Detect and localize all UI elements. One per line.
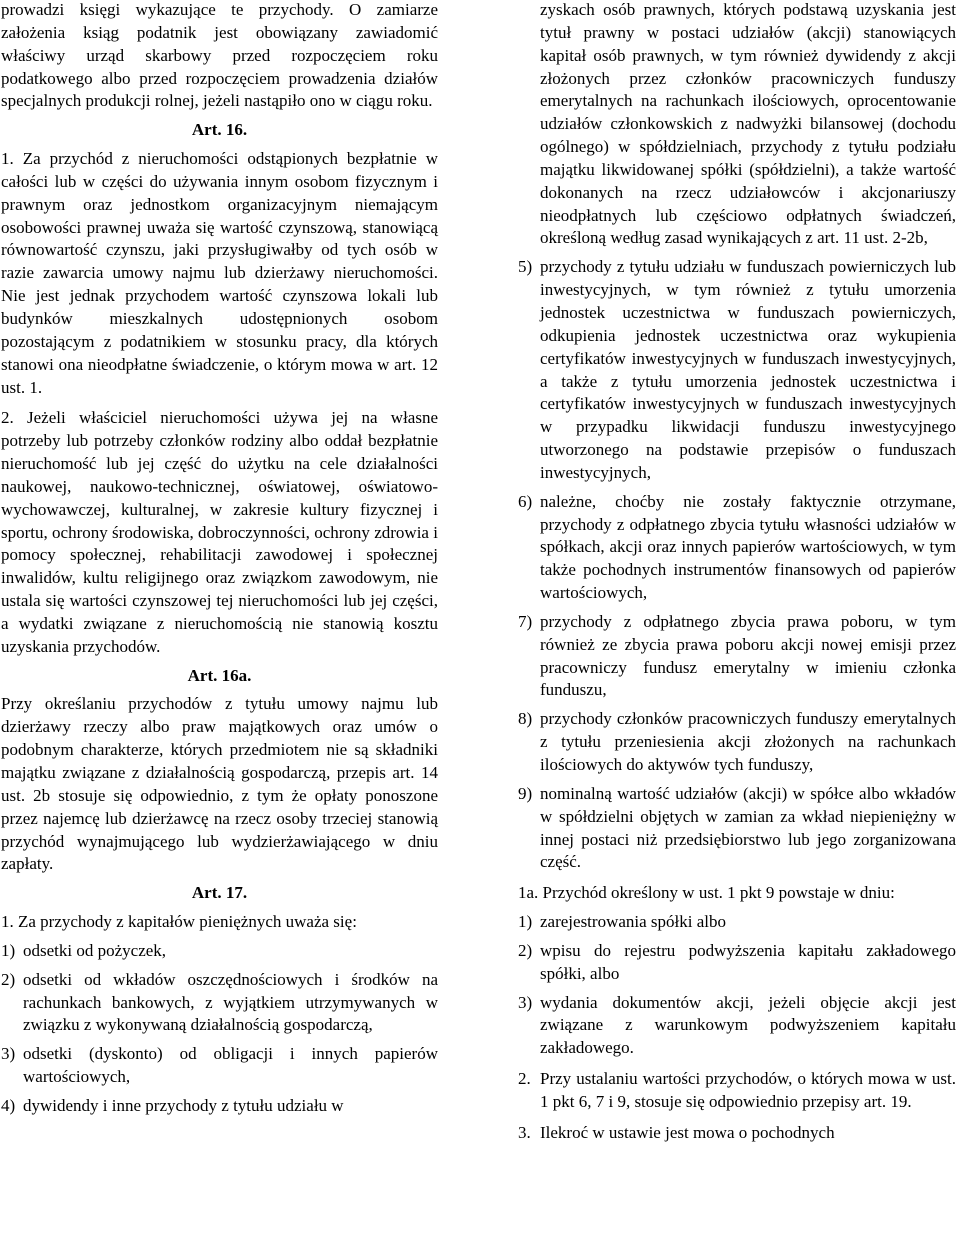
list-item — [1, 940, 438, 963]
art17-list — [1, 940, 438, 1118]
list-item-number: 3) — [1, 1044, 16, 1064]
list-item-number: 8) — [518, 709, 533, 729]
paragraph-2 — [518, 1068, 956, 1114]
list-item-text: wydania dokumentów akcji, jeżeli objęcie akcji jest związane z warunkowym podwyższeniem kapitału zakładowego. — [540, 992, 956, 1058]
list-item-text: odsetki (dyskonto) od obligacji i innych papierów wartościowych, — [23, 1044, 438, 1087]
art16-heading: Art. 16. — [191, 120, 248, 140]
list-item — [518, 611, 956, 702]
list-item-number: 9) — [518, 783, 533, 803]
left-column — [1, 0, 438, 1118]
list-item-text: przychody członków pracowniczych funduszy emerytalnych z tytułu przeniesienia akcji złożonych na rachunkach ilościowych do aktywów tych funduszy, — [540, 709, 956, 774]
art17-list-continued — [518, 256, 956, 874]
list-item — [1, 969, 438, 1038]
paragraph-number: 3. — [518, 1122, 531, 1142]
paragraph-number: 2. — [518, 1069, 531, 1089]
paragraph-3 — [518, 1122, 956, 1145]
list-item-text: nominalną wartość udziałów (akcji) w spółce albo wkładów w spółdzielni objętych w zamian za wkład niepieniężny w innej postaci niż przedsiębiorstwo lub jego zorganizowana część. — [540, 783, 956, 872]
list-item — [518, 992, 956, 1061]
list-item-number: 3) — [518, 992, 533, 1012]
paragraph-1a: 1a. Przychód określony w ust. 1 pkt 9 powstaje w dniu: — [518, 883, 895, 903]
list-item-number: 5) — [518, 257, 533, 277]
list-item — [518, 940, 956, 986]
list-item-number: 1) — [1, 940, 16, 960]
list-item-number: 6) — [518, 491, 533, 511]
list-item-text: odsetki od wkładów oszczędnościowych i środków na rachunkach bankowych, z wyjątkiem utrzymywanych w związku z wykonywaną działalnością gospodarczą, — [23, 969, 438, 1035]
list-item-text: zarejestrowania spółki albo — [540, 912, 726, 932]
list-item — [518, 256, 956, 484]
list-item-number: 4) — [1, 1095, 16, 1115]
list-item-text: odsetki od pożyczek, — [23, 940, 167, 960]
list-item — [518, 911, 956, 934]
art16a-paragraph: Przy określaniu przychodów z tytułu umowy najmu lub dzierżawy rzeczy albo praw majątkowych oraz umów o podobnym charakterze, których przedmiotem nie są składniki majątku związane z działalnością gospodarczą, przepis art. 14 ust. 2b stosuje się odpowiednio, z tym że opłaty ponoszone przez najemcę lub dzierżawcę na rzecz osoby trzeciej stanowią przychód wynajmującego lub wydzierżawiającego w dniu zapłaty. — [1, 694, 438, 874]
list-item-text: wpisu do rejestru podwyższenia kapitału zakładowego spółki, albo — [540, 940, 956, 983]
list-item-number: 2) — [1, 969, 16, 989]
list-item-text: przychody z tytułu udziału w funduszach powierniczych lub inwestycyjnych, w tym również z tytułu umorzenia jednostek uczestnictwa w funduszach powierniczych, odkupienia jednostek uczestnictwa oraz wykupienia certyfikatów inwestycyjnych w funduszach inwestycyjnych, a także z tytułu umorzenia jednostek uczestnictwa i certyfikatów inwestycyjnych w funduszach inwestycyjnych w przypadku likwidacji funduszu inwestycyjnego utworzonego na podstawie przepisów o funduszach inwestycyjnych, — [540, 257, 956, 482]
list-item-number: 7) — [518, 611, 533, 631]
list-item — [1, 1095, 438, 1118]
list-item-number: 2) — [518, 940, 533, 960]
list-item-number: 1) — [518, 912, 533, 932]
list-item — [518, 783, 956, 874]
list-item-text: należne, choćby nie zostały faktycznie otrzymane, przychody z odpłatnego zbycia tytułu własności udziałów w spółkach, akcji oraz innych papierów wartościowych, w tym także pochodnych instrumentów finansowych od papierów wartościowych, — [540, 491, 956, 603]
item4-continuation: zyskach osób prawnych, których podstawą uzyskania jest tytuł prawny w postaci udziałów (akcji) stanowiących kapitał osób prawnych, w tym również dywidendy z akcji złożonych przez członków pracowniczych funduszy emerytalnych na rachunkach ilościowych, oprocentowanie udziałów członkowskich z nadwyżki bilansowej (dochodu ogólnego) w spółdzielniach, przychody z tytułu podziału majątku likwidowanej spółki (spółdzielni), a także wartość dokonanych na rzecz udziałowców i akcjonariuszy nieodpłatnych lub częściowo odpłatnych świadczeń, określoną według zasad wynikających z art. 11 ust. 2-2b, — [540, 0, 956, 248]
paragraph-text: Przy ustalaniu wartości przychodów, o których mowa w ust. 1 pkt 6, 7 i 9, stosuje się odpowiednio przepisy art. 19. — [540, 1069, 956, 1111]
list-item — [518, 491, 956, 605]
list-1a — [518, 911, 956, 1060]
list-item — [518, 708, 956, 777]
right-column — [518, 0, 956, 1145]
list-item-text: dywidendy i inne przychody z tytułu udziału w — [23, 1095, 344, 1115]
intro-paragraph: prowadzi księgi wykazujące te przychody. O zamiarze założenia ksiąg podatnik jest obowiązany zawiadomić właściwy urząd skarbowy przed rozpoczęciem roku podatkowego albo przed rozpoczęciem prowadzenia działów specjalnych produkcji rolnej, jeżeli nastąpiło ono w ciągu roku. — [1, 0, 438, 111]
art16a-heading: Art. 16a. — [187, 665, 252, 685]
art16-paragraph-2: 2. Jeżeli właściciel nieruchomości używa jej na własne potrzeby lub potrzeby członków rodziny albo oddał bezpłatnie nieruchomość lub jej część do użytku na cele działalności naukowej, naukowo-technicznej, oświatowej, oświatowo-wychowawczej, kulturalnej, w zakresie kultury fizycznej i sportu, ochrony środowiska, dobroczynności, ochrony zdrowia i pomocy społecznej, rehabilitacji zawodowej i społecznej inwalidów, kultu religijnego oraz związkom zawodowym, nie ustala się wartości czynszowej tej nieruchomości lub jej części, a wydatki związane z nieruchomością nie stanowią kosztu uzyskania przychodów. — [1, 408, 438, 656]
art17-heading: Art. 17. — [191, 883, 248, 903]
art16-paragraph-1: 1. Za przychód z nieruchomości odstąpionych bezpłatnie w całości lub w części do używania innym osobom fizycznym i prawnym oraz jednostkom organizacyjnym niemającym osobowości prawnej uważa się wartość czynszową, stanowiącą równowartość czynszu, jaki przysługiwałby od tych osób w razie zawarcia umowy najmu lub dzierżawy nieruchomości. Nie jest jednak przychodem wartość czynszowa lokali lub budynków mieszkalnych udostępnionych osobom pozostającym z podatnikiem w stosunku pracy, dla których stanowi ona nieodpłatne świadczenie, o którym mowa w art. 12 ust. 1. — [1, 149, 438, 397]
list-item — [1, 1043, 438, 1089]
paragraph-text: Ilekroć w ustawie jest mowa o pochodnych — [540, 1122, 835, 1142]
art17-intro: 1. Za przychody z kapitałów pieniężnych uważa się: — [1, 912, 357, 932]
list-item-text: przychody z odpłatnego zbycia prawa poboru, w tym również ze zbycia prawa poboru akcji nowej emisji przez pracowniczy fundusz emerytalny w imieniu członka funduszu, — [540, 611, 956, 700]
